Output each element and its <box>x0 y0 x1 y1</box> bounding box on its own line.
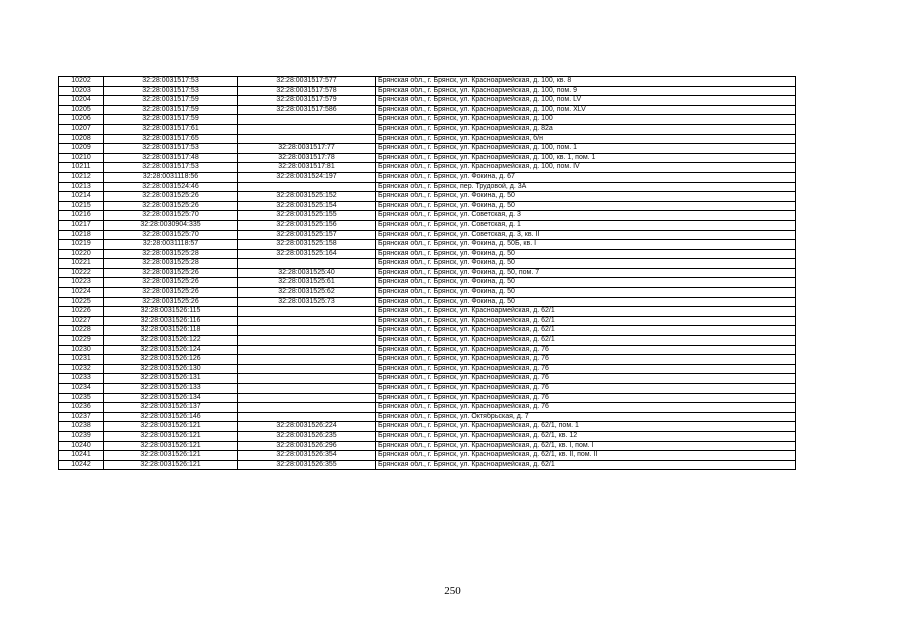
address-cell: Брянская обл., г. Брянск, ул. Красноармейская, д. 100, пом. LV <box>376 96 796 106</box>
land-parcel-number-cell: 32:28:0031517:61 <box>104 124 238 134</box>
table-row <box>59 441 796 451</box>
address-cell: Брянская обл., г. Брянск, ул. Советская, д. 1 <box>376 220 796 230</box>
land-parcel-number-cell: 32:28:0031526:118 <box>104 326 238 336</box>
table-row <box>59 384 796 394</box>
address-cell: Брянская обл., г. Брянск, ул. Советская, д. 3, кв. II <box>376 230 796 240</box>
land-parcel-number-cell: 32:28:0031526:121 <box>104 431 238 441</box>
object-number-cell: 32:28:0031525:154 <box>238 201 376 211</box>
address-cell: Брянская обл., г. Брянск, ул. Красноармейская, д. 62/1 <box>376 326 796 336</box>
object-number-cell: 32:28:0031517:586 <box>238 105 376 115</box>
record-number-cell: 10218 <box>59 230 104 240</box>
land-parcel-number-cell: 32:28:0031526:116 <box>104 316 238 326</box>
table-row <box>59 77 796 87</box>
record-number-cell: 10225 <box>59 297 104 307</box>
address-cell: Брянская обл., г. Брянск, ул. Красноармейская, д. 76 <box>376 345 796 355</box>
object-number-cell: 32:28:0031517:81 <box>238 163 376 173</box>
record-number-cell: 10209 <box>59 144 104 154</box>
land-parcel-number-cell: 32:28:0031525:70 <box>104 230 238 240</box>
land-parcel-number-cell: 32:28:0031517:53 <box>104 163 238 173</box>
object-number-cell: 32:28:0031526:355 <box>238 460 376 470</box>
object-number-cell <box>238 307 376 317</box>
address-cell: Брянская обл., г. Брянск, ул. Октябрьская, д. 7 <box>376 412 796 422</box>
object-number-cell <box>238 115 376 125</box>
land-parcel-number-cell: 32:28:0031517:53 <box>104 86 238 96</box>
record-number-cell: 10205 <box>59 105 104 115</box>
record-number-cell: 10227 <box>59 316 104 326</box>
table-row <box>59 326 796 336</box>
record-number-cell: 10206 <box>59 115 104 125</box>
object-number-cell <box>238 336 376 346</box>
address-cell: Брянская обл., г. Брянск, ул. Красноармейская, б/н <box>376 134 796 144</box>
record-number-cell: 10242 <box>59 460 104 470</box>
land-parcel-number-cell: 32:28:0031526:133 <box>104 384 238 394</box>
object-number-cell: 32:28:0031517:577 <box>238 77 376 87</box>
address-cell: Брянская обл., г. Брянск, ул. Красноармейская, д. 100, пом. XLV <box>376 105 796 115</box>
object-number-cell <box>238 345 376 355</box>
table-row <box>59 153 796 163</box>
land-parcel-number-cell: 32:28:0031526:121 <box>104 422 238 432</box>
object-number-cell <box>238 134 376 144</box>
object-number-cell <box>238 326 376 336</box>
object-number-cell <box>238 403 376 413</box>
table-row <box>59 124 796 134</box>
record-number-cell: 10236 <box>59 403 104 413</box>
land-parcel-number-cell: 32:28:0031517:53 <box>104 144 238 154</box>
table-row <box>59 307 796 317</box>
record-number-cell: 10228 <box>59 326 104 336</box>
address-cell: Брянская обл., г. Брянск, ул. Красноармейская, д. 62/1, кв. I, пом. I <box>376 441 796 451</box>
land-parcel-number-cell: 32:28:0031525:70 <box>104 211 238 221</box>
address-cell: Брянская обл., г. Брянск, ул. Фокина, д. 50, пом. 7 <box>376 268 796 278</box>
table-row <box>59 422 796 432</box>
object-number-cell <box>238 124 376 134</box>
land-parcel-number-cell: 32:28:0031526:134 <box>104 393 238 403</box>
land-parcel-number-cell: 32:28:0031517:59 <box>104 105 238 115</box>
land-parcel-number-cell: 32:28:0030904:335 <box>104 220 238 230</box>
address-cell: Брянская обл., г. Брянск, ул. Красноармейская, д. 76 <box>376 355 796 365</box>
land-parcel-number-cell: 32:28:0031118:56 <box>104 172 238 182</box>
object-number-cell: 32:28:0031526:224 <box>238 422 376 432</box>
record-number-cell: 10220 <box>59 249 104 259</box>
object-number-cell: 32:28:0031525:158 <box>238 240 376 250</box>
record-number-cell: 10226 <box>59 307 104 317</box>
land-parcel-number-cell: 32:28:0031526:121 <box>104 441 238 451</box>
record-number-cell: 10203 <box>59 86 104 96</box>
record-number-cell: 10234 <box>59 384 104 394</box>
record-number-cell: 10210 <box>59 153 104 163</box>
object-number-cell: 32:28:0031525:61 <box>238 278 376 288</box>
table-row <box>59 355 796 365</box>
table-row <box>59 240 796 250</box>
object-number-cell <box>238 384 376 394</box>
record-number-cell: 10216 <box>59 211 104 221</box>
object-number-cell: 32:28:0031525:155 <box>238 211 376 221</box>
land-parcel-number-cell: 32:28:0031517:48 <box>104 153 238 163</box>
land-parcel-number-cell: 32:28:0031526:121 <box>104 460 238 470</box>
address-cell: Брянская обл., г. Брянск, ул. Красноармейская, д. 62/1, пом. 1 <box>376 422 796 432</box>
address-cell: Брянская обл., г. Брянск, ул. Фокина, д. 50 <box>376 278 796 288</box>
object-number-cell: 32:28:0031517:78 <box>238 153 376 163</box>
object-number-cell: 32:28:0031525:62 <box>238 288 376 298</box>
address-cell: Брянская обл., г. Брянск, ул. Красноармейская, д. 100, кв. 8 <box>376 77 796 87</box>
table-row <box>59 144 796 154</box>
table-row <box>59 460 796 470</box>
address-cell: Брянская обл., г. Брянск, ул. Красноармейская, д. 76 <box>376 393 796 403</box>
record-number-cell: 10238 <box>59 422 104 432</box>
land-parcel-number-cell: 32:28:0031526:137 <box>104 403 238 413</box>
table-body <box>59 77 796 470</box>
land-parcel-number-cell: 32:28:0031526:115 <box>104 307 238 317</box>
address-cell: Брянская обл., г. Брянск, ул. Красноармейская, д. 62/1 <box>376 336 796 346</box>
record-number-cell: 10204 <box>59 96 104 106</box>
table-row <box>59 259 796 269</box>
table-row <box>59 182 796 192</box>
table-row <box>59 431 796 441</box>
cadastral-table <box>58 76 796 470</box>
land-parcel-number-cell: 32:28:0031526:122 <box>104 336 238 346</box>
record-number-cell: 10208 <box>59 134 104 144</box>
object-number-cell: 32:28:0031517:578 <box>238 86 376 96</box>
address-cell: Брянская обл., г. Брянск, ул. Красноармейская, д. 76 <box>376 364 796 374</box>
table-row <box>59 220 796 230</box>
land-parcel-number-cell: 32:28:0031525:26 <box>104 297 238 307</box>
object-number-cell: 32:28:0031525:40 <box>238 268 376 278</box>
table-row <box>59 172 796 182</box>
table-row <box>59 278 796 288</box>
table-row <box>59 297 796 307</box>
record-number-cell: 10222 <box>59 268 104 278</box>
address-cell: Брянская обл., г. Брянск, ул. Красноармейская, д. 76 <box>376 384 796 394</box>
land-parcel-number-cell: 32:28:0031517:65 <box>104 134 238 144</box>
object-number-cell: 32:28:0031526:235 <box>238 431 376 441</box>
record-number-cell: 10207 <box>59 124 104 134</box>
record-number-cell: 10241 <box>59 451 104 461</box>
table-row <box>59 345 796 355</box>
land-parcel-number-cell: 32:28:0031526:130 <box>104 364 238 374</box>
table-row <box>59 412 796 422</box>
table-row <box>59 288 796 298</box>
object-number-cell: 32:28:0031525:152 <box>238 192 376 202</box>
table-row <box>59 192 796 202</box>
record-number-cell: 10235 <box>59 393 104 403</box>
land-parcel-number-cell: 32:28:0031524:46 <box>104 182 238 192</box>
object-number-cell: 32:28:0031517:579 <box>238 96 376 106</box>
address-cell: Брянская обл., г. Брянск, ул. Красноармейская, д. 76 <box>376 374 796 384</box>
record-number-cell: 10202 <box>59 77 104 87</box>
land-parcel-number-cell: 32:28:0031525:28 <box>104 249 238 259</box>
record-number-cell: 10214 <box>59 192 104 202</box>
table-row <box>59 115 796 125</box>
object-number-cell: 32:28:0031526:296 <box>238 441 376 451</box>
record-number-cell: 10217 <box>59 220 104 230</box>
land-parcel-number-cell: 32:28:0031526:124 <box>104 345 238 355</box>
object-number-cell <box>238 412 376 422</box>
land-parcel-number-cell: 32:28:0031525:26 <box>104 288 238 298</box>
address-cell: Брянская обл., г. Брянск, ул. Красноармейская, д. 76 <box>376 403 796 413</box>
address-cell: Брянская обл., г. Брянск, пер. Трудовой, д. 3А <box>376 182 796 192</box>
table-row <box>59 201 796 211</box>
table-row <box>59 134 796 144</box>
address-cell: Брянская обл., г. Брянск, ул. Красноармейская, д. 62/1 <box>376 460 796 470</box>
table-row <box>59 96 796 106</box>
record-number-cell: 10240 <box>59 441 104 451</box>
land-parcel-number-cell: 32:28:0031525:26 <box>104 278 238 288</box>
record-number-cell: 10232 <box>59 364 104 374</box>
land-parcel-number-cell: 32:28:0031517:53 <box>104 77 238 87</box>
record-number-cell: 10239 <box>59 431 104 441</box>
table-row <box>59 451 796 461</box>
record-number-cell: 10223 <box>59 278 104 288</box>
address-cell: Брянская обл., г. Брянск, ул. Красноармейская, д. 100, кв. 1, пом. 1 <box>376 153 796 163</box>
land-parcel-number-cell: 32:28:0031526:121 <box>104 451 238 461</box>
address-cell: Брянская обл., г. Брянск, ул. Фокина, д. 50 <box>376 192 796 202</box>
object-number-cell <box>238 316 376 326</box>
address-cell: Брянская обл., г. Брянск, ул. Красноармейская, д. 100, пом. IV <box>376 163 796 173</box>
address-cell: Брянская обл., г. Брянск, ул. Красноармейская, д. 62/1 <box>376 307 796 317</box>
address-cell: Брянская обл., г. Брянск, ул. Фокина, д. 50 <box>376 259 796 269</box>
land-parcel-number-cell: 32:28:0031525:28 <box>104 259 238 269</box>
object-number-cell: 32:28:0031525:164 <box>238 249 376 259</box>
address-cell: Брянская обл., г. Брянск, ул. Красноармейская, д. 62/1 <box>376 316 796 326</box>
record-number-cell: 10237 <box>59 412 104 422</box>
land-parcel-number-cell: 32:28:0031517:59 <box>104 115 238 125</box>
land-parcel-number-cell: 32:28:0031525:26 <box>104 201 238 211</box>
record-number-cell: 10233 <box>59 374 104 384</box>
table-row <box>59 393 796 403</box>
object-number-cell <box>238 355 376 365</box>
table-row <box>59 211 796 221</box>
record-number-cell: 10231 <box>59 355 104 365</box>
record-number-cell: 10211 <box>59 163 104 173</box>
record-number-cell: 10221 <box>59 259 104 269</box>
land-parcel-number-cell: 32:28:0031118:57 <box>104 240 238 250</box>
record-number-cell: 10230 <box>59 345 104 355</box>
address-cell: Брянская обл., г. Брянск, ул. Красноармейская, д. 100, пом. 9 <box>376 86 796 96</box>
address-cell: Брянская обл., г. Брянск, ул. Фокина, д. 50 <box>376 249 796 259</box>
object-number-cell: 32:28:0031517:77 <box>238 144 376 154</box>
record-number-cell: 10224 <box>59 288 104 298</box>
page-number: 250 <box>444 585 461 597</box>
record-number-cell: 10212 <box>59 172 104 182</box>
table-row <box>59 403 796 413</box>
object-number-cell: 32:28:0031526:354 <box>238 451 376 461</box>
table-row <box>59 249 796 259</box>
record-number-cell: 10213 <box>59 182 104 192</box>
land-parcel-number-cell: 32:28:0031526:126 <box>104 355 238 365</box>
object-number-cell <box>238 374 376 384</box>
table-row <box>59 268 796 278</box>
land-parcel-number-cell: 32:28:0031526:131 <box>104 374 238 384</box>
address-cell: Брянская обл., г. Брянск, ул. Фокина, д. 50Б, кв. I <box>376 240 796 250</box>
address-cell: Брянская обл., г. Брянск, ул. Красноармейская, д. 62/1, кв. II, пом. II <box>376 451 796 461</box>
address-cell: Брянская обл., г. Брянск, ул. Красноармейская, д. 100, пом. 1 <box>376 144 796 154</box>
table-row <box>59 86 796 96</box>
land-parcel-number-cell: 32:28:0031525:26 <box>104 192 238 202</box>
table-row <box>59 336 796 346</box>
address-cell: Брянская обл., г. Брянск, ул. Фокина, д. 50 <box>376 201 796 211</box>
land-parcel-number-cell: 32:28:0031517:59 <box>104 96 238 106</box>
address-cell: Брянская обл., г. Брянск, ул. Красноармейская, д. 100 <box>376 115 796 125</box>
address-cell: Брянская обл., г. Брянск, ул. Красноармейская, д. 62/1, кв. 12 <box>376 431 796 441</box>
record-number-cell: 10219 <box>59 240 104 250</box>
object-number-cell: 32:28:0031525:157 <box>238 230 376 240</box>
table-row <box>59 230 796 240</box>
object-number-cell: 32:28:0031525:156 <box>238 220 376 230</box>
table-row <box>59 374 796 384</box>
table-row <box>59 105 796 115</box>
object-number-cell <box>238 364 376 374</box>
object-number-cell: 32:28:0031525:73 <box>238 297 376 307</box>
object-number-cell: 32:28:0031524:197 <box>238 172 376 182</box>
address-cell: Брянская обл., г. Брянск, ул. Советская, д. 3 <box>376 211 796 221</box>
address-cell: Брянская обл., г. Брянск, ул. Фокина, д. 67 <box>376 172 796 182</box>
table-row <box>59 163 796 173</box>
land-parcel-number-cell: 32:28:0031526:146 <box>104 412 238 422</box>
object-number-cell <box>238 182 376 192</box>
object-number-cell <box>238 393 376 403</box>
record-number-cell: 10229 <box>59 336 104 346</box>
object-number-cell <box>238 259 376 269</box>
table-row <box>59 364 796 374</box>
address-cell: Брянская обл., г. Брянск, ул. Красноармейская, д. 82а <box>376 124 796 134</box>
record-number-cell: 10215 <box>59 201 104 211</box>
land-parcel-number-cell: 32:28:0031525:26 <box>104 268 238 278</box>
address-cell: Брянская обл., г. Брянск, ул. Фокина, д. 50 <box>376 297 796 307</box>
table-row <box>59 316 796 326</box>
address-cell: Брянская обл., г. Брянск, ул. Фокина, д. 50 <box>376 288 796 298</box>
